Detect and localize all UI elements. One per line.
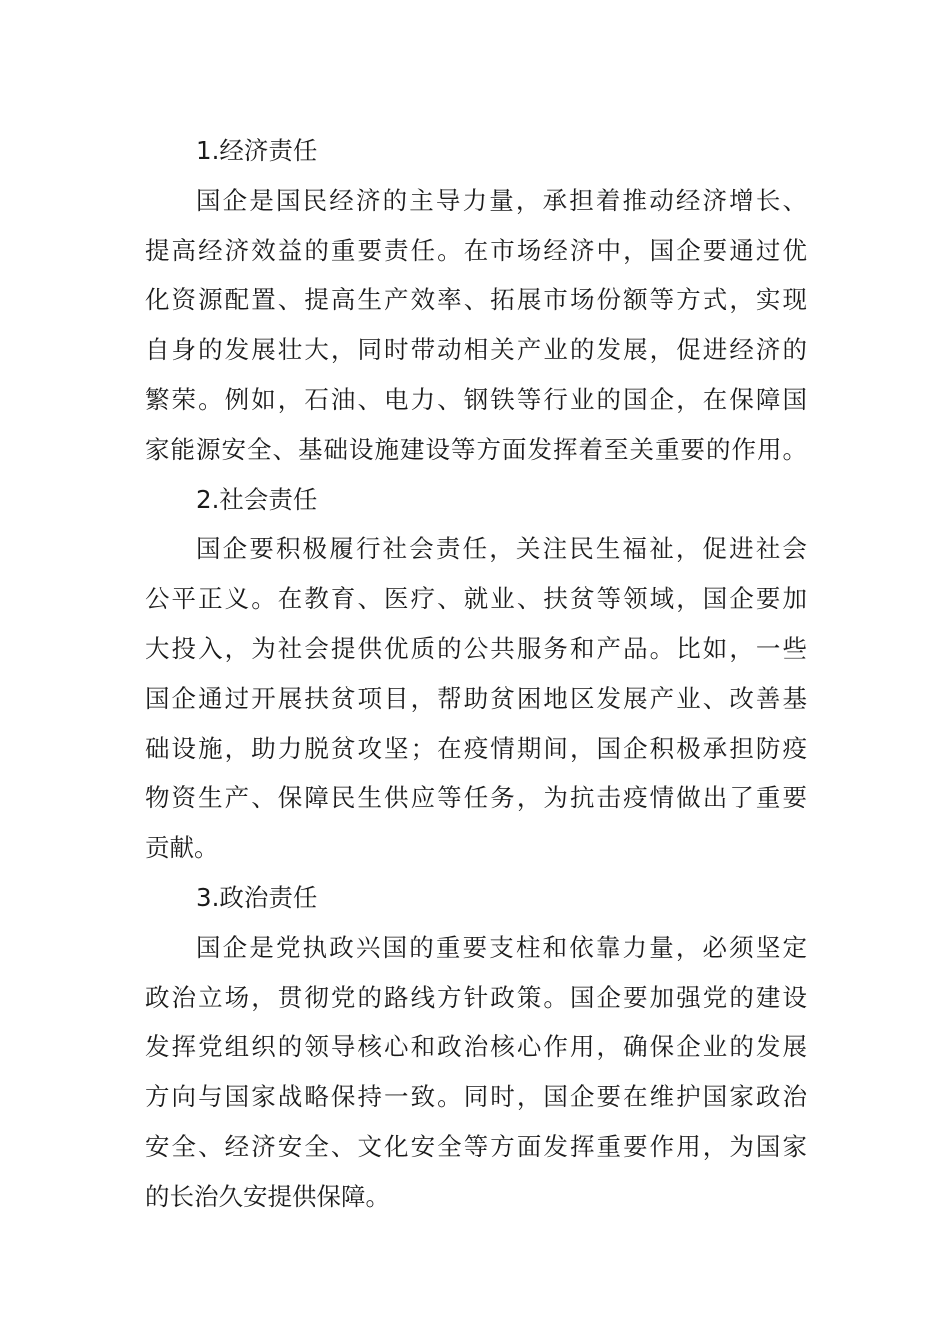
paragraph-line: 方向与国家战略保持一致。同时，国企要在维护国家政治 <box>145 1082 807 1112</box>
paragraph-line: 国企是党执政兴国的重要支柱和依靠力量，必须坚定 <box>196 932 807 962</box>
paragraph-line: 大投入，为社会提供优质的公共服务和产品。比如，一些 <box>145 633 807 663</box>
paragraph-line: 家能源安全、基础设施建设等方面发挥着至关重要的作用。 <box>145 434 807 464</box>
paragraph-line: 发挥党组织的领导核心和政治核心作用，确保企业的发展 <box>145 1032 807 1062</box>
paragraph-line: 政治立场，贯彻党的路线方针政策。国企要加强党的建设 <box>145 982 807 1012</box>
paragraph-line: 国企是国民经济的主导力量，承担着推动经济增长、 <box>196 185 807 215</box>
section-heading-economic: 1.经济责任 <box>196 136 318 165</box>
paragraph-line: 提高经济效益的重要责任。在市场经济中，国企要通过优 <box>145 235 807 265</box>
section-heading-political: 3.政治责任 <box>196 882 318 912</box>
paragraph-line: 的长治久安提供保障。 <box>145 1181 390 1211</box>
section-heading-social: 2.社会责任 <box>196 484 318 514</box>
paragraph-line: 化资源配置、提高生产效率、拓展市场份额等方式，实现 <box>145 285 807 315</box>
paragraph-line: 国企通过开展扶贫项目，帮助贫困地区发展产业、改善基 <box>145 683 807 713</box>
paragraph-line: 繁荣。例如，石油、电力、钢铁等行业的国企，在保障国 <box>145 384 807 414</box>
paragraph-line: 础设施，助力脱贫攻坚；在疫情期间，国企积极承担防疫 <box>145 733 807 763</box>
document-body <box>145 126 807 1222</box>
paragraph-line: 安全、经济安全、文化安全等方面发挥重要作用，为国家 <box>145 1131 807 1161</box>
paragraph-line: 贡献。 <box>145 833 219 863</box>
paragraph-line: 自身的发展壮大，同时带动相关产业的发展，促进经济的 <box>145 335 807 365</box>
paragraph-line: 国企要积极履行社会责任，关注民生福祉，促进社会 <box>196 534 807 564</box>
paragraph-line: 物资生产、保障民生供应等任务，为抗击疫情做出了重要 <box>145 783 807 813</box>
paragraph-line: 公平正义。在教育、医疗、就业、扶贫等领域，国企要加 <box>145 584 807 614</box>
